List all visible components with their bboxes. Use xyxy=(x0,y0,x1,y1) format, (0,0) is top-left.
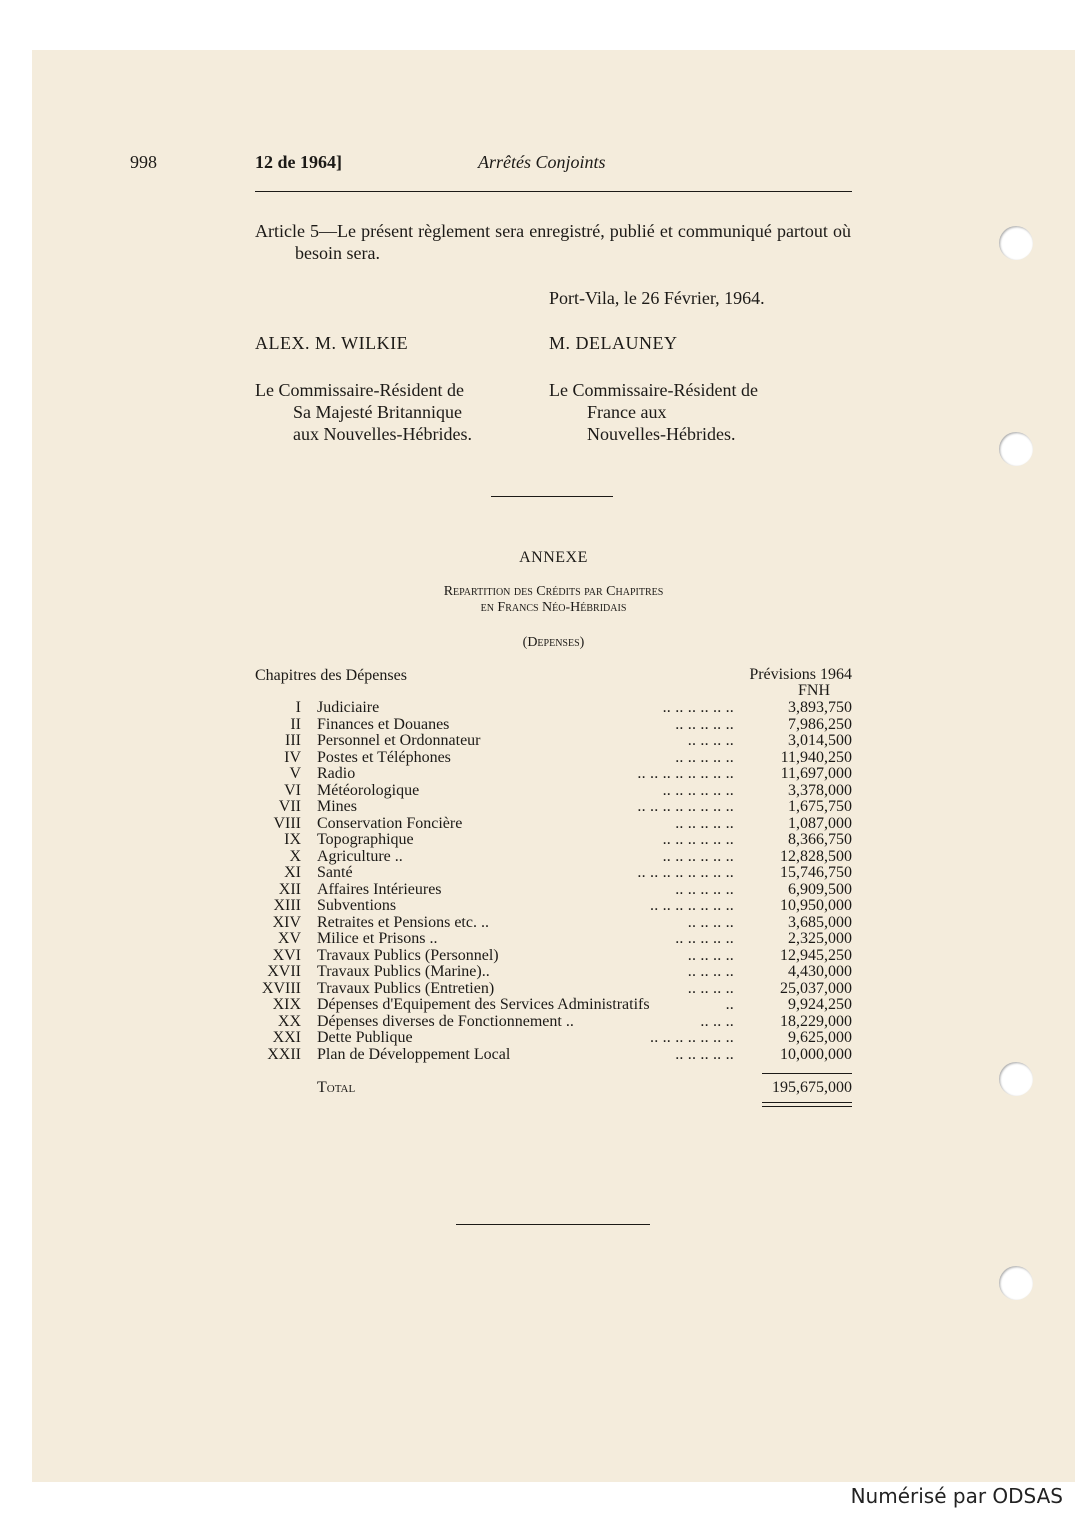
chapter-label: Affaires Intérieures xyxy=(317,880,442,898)
chapter-number: XIII xyxy=(273,897,301,914)
chapter-amount: 25,037,000 xyxy=(780,979,852,997)
total-rule-top xyxy=(762,1073,852,1074)
french-title-line2: France aux xyxy=(587,402,667,422)
chapter-amount: 12,945,250 xyxy=(780,946,852,964)
table-row xyxy=(255,981,852,998)
running-title: Arrêtés Conjoints xyxy=(478,152,606,172)
chapter-number: IX xyxy=(284,831,301,848)
leader-dots: .. .. .. .. .. .. .. xyxy=(650,897,734,914)
french-commissioner-title xyxy=(549,379,758,445)
chapter-amount: 9,625,000 xyxy=(788,1029,852,1046)
french-title-line1: Le Commissaire-Résident de xyxy=(549,380,758,400)
chapter-amount: 7,986,250 xyxy=(788,715,852,733)
table-row xyxy=(255,1030,852,1047)
table-row xyxy=(255,882,852,899)
british-commissioner-title xyxy=(255,379,472,445)
table-row xyxy=(255,997,852,1014)
annexe-subtitle-2: en Francs Néo-Hébridais xyxy=(480,600,627,615)
total-label: Total xyxy=(317,1079,356,1096)
total-rule-bottom xyxy=(762,1102,852,1107)
column-header-chapters: Chapitres des Dépenses xyxy=(255,667,407,684)
leader-dots: .. .. .. .. .. .. .. .. xyxy=(637,798,734,815)
expenditure-table xyxy=(255,700,852,1063)
chapter-label: Santé xyxy=(317,864,353,881)
british-commissioner-name: ALEX. M. WILKIE xyxy=(255,333,409,353)
binder-hole-4 xyxy=(999,1266,1033,1300)
total-amount: 195,675,000 xyxy=(772,1079,852,1096)
chapter-number: XVII xyxy=(267,963,301,980)
chapter-amount: 1,675,750 xyxy=(788,798,852,815)
table-row xyxy=(255,915,852,932)
chapter-number: XVIII xyxy=(261,979,301,997)
chapter-number: XXI xyxy=(272,1029,301,1046)
page-header xyxy=(130,152,852,178)
chapter-amount: 4,430,000 xyxy=(788,963,852,980)
binder-hole-1 xyxy=(999,226,1033,260)
chapter-amount: 10,950,000 xyxy=(780,897,852,914)
chapter-label: Dépenses diverses de Fonctionnement .. xyxy=(317,1012,574,1030)
column-header-forecast xyxy=(700,667,852,699)
table-row xyxy=(255,733,852,750)
table-row xyxy=(255,1014,852,1031)
chapter-label: Dépenses d'Equipement des Services Administratifs xyxy=(317,996,650,1013)
table-row xyxy=(255,717,852,734)
chapter-label: Conservation Foncière xyxy=(317,814,463,832)
leader-dots: .. .. .. .. .. .. .. xyxy=(650,1029,734,1046)
chapter-label: Plan de Développement Local xyxy=(317,1045,511,1063)
chapter-amount: 12,828,500 xyxy=(780,847,852,865)
chapter-number: XX xyxy=(277,1012,301,1030)
table-row xyxy=(255,849,852,866)
table-row xyxy=(255,865,852,882)
chapter-amount: 3,378,000 xyxy=(788,781,852,799)
table-row xyxy=(255,816,852,833)
annexe-subtitle-3: (Depenses) xyxy=(522,635,585,650)
column-header-unit: FNH xyxy=(797,682,830,699)
chapter-amount: 8,366,750 xyxy=(788,831,852,848)
leader-dots: .. .. .. .. xyxy=(687,946,734,964)
leader-dots: .. .. .. xyxy=(700,1012,734,1030)
leader-dots: .. .. .. .. .. .. .. .. xyxy=(637,765,734,782)
table-row xyxy=(255,1047,852,1064)
article-5-paragraph: Article 5—Le présent règlement sera enregistré, publié et communiqué partout où besoin sera. xyxy=(255,221,851,263)
leader-dots: .. .. .. .. .. .. xyxy=(662,847,734,865)
binder-hole-3 xyxy=(999,1062,1033,1096)
leader-dots: .. .. .. .. .. xyxy=(675,715,734,733)
column-header-forecast-label: Prévisions 1964 xyxy=(749,666,852,683)
chapter-number: XIX xyxy=(272,996,301,1013)
chapter-label: Mines xyxy=(317,798,357,815)
chapter-number: X xyxy=(289,847,301,865)
page-number: 998 xyxy=(130,152,157,172)
chapter-amount: 11,940,250 xyxy=(780,748,852,766)
chapter-amount: 1,087,000 xyxy=(788,814,852,832)
table-row xyxy=(255,964,852,981)
digitization-watermark: Numérisé par ODSAS xyxy=(850,1484,1063,1508)
leader-dots: .. .. .. .. .. .. xyxy=(662,699,734,716)
annexe-title: ANNEXE xyxy=(519,549,588,566)
closing-divider xyxy=(456,1224,650,1225)
table-row xyxy=(255,948,852,965)
leader-dots: .. .. .. .. xyxy=(687,913,734,931)
leader-dots: .. .. .. .. .. xyxy=(675,880,734,898)
leader-dots: .. .. .. .. .. xyxy=(675,748,734,766)
chapter-amount: 3,893,750 xyxy=(788,699,852,716)
chapter-number: I xyxy=(295,699,301,716)
leader-dots: .. .. .. .. .. xyxy=(675,814,734,832)
place-and-date: Port-Vila, le 26 Février, 1964. xyxy=(549,288,765,308)
chapter-label: Météorologique xyxy=(317,781,420,799)
chapter-amount: 11,697,000 xyxy=(780,765,852,782)
french-title-line3: Nouvelles-Hébrides. xyxy=(587,424,736,444)
chapter-number: VI xyxy=(284,781,301,799)
french-commissioner-name: M. DELAUNEY xyxy=(549,333,678,353)
table-row xyxy=(255,700,852,717)
chapter-amount: 6,909,500 xyxy=(788,880,852,898)
chapter-amount: 9,924,250 xyxy=(788,996,852,1013)
table-row xyxy=(255,750,852,767)
british-title-line3: aux Nouvelles-Hébrides. xyxy=(293,424,472,444)
leader-dots: .. .. .. .. .. .. xyxy=(662,781,734,799)
leader-dots: .. .. .. .. .. xyxy=(675,930,734,947)
chapter-number: VIII xyxy=(273,814,301,832)
chapter-label: Postes et Téléphones xyxy=(317,748,451,766)
section-divider xyxy=(491,496,613,497)
chapter-label: Judiciaire xyxy=(317,699,380,716)
chapter-label: Dette Publique xyxy=(317,1029,413,1046)
table-row xyxy=(255,766,852,783)
leader-dots: .. xyxy=(725,996,734,1013)
chapter-label: Travaux Publics (Entretien) xyxy=(317,979,495,997)
table-row xyxy=(255,931,852,948)
chapter-label: Agriculture .. xyxy=(317,847,403,865)
leader-dots: .. .. .. .. .. .. .. .. xyxy=(637,864,734,881)
chapter-label: Milice et Prisons .. xyxy=(317,930,438,947)
leader-dots: .. .. .. .. xyxy=(687,732,734,749)
annexe-subtitle-1: Repartition des Crédits par Chapitres xyxy=(443,584,664,599)
leader-dots: .. .. .. .. xyxy=(687,979,734,997)
chapter-number: VII xyxy=(278,798,301,815)
chapter-label: Personnel et Ordonnateur xyxy=(317,732,481,749)
chapter-amount: 10,000,000 xyxy=(780,1045,852,1063)
chapter-amount: 15,746,750 xyxy=(780,864,852,881)
chapter-amount: 18,229,000 xyxy=(780,1012,852,1030)
chapter-number: II xyxy=(290,715,301,733)
chapter-number: V xyxy=(289,765,301,782)
chapter-label: Retraites et Pensions etc. .. xyxy=(317,913,489,931)
chapter-number: XVI xyxy=(272,946,301,964)
british-title-line1: Le Commissaire-Résident de xyxy=(255,380,464,400)
leader-dots: .. .. .. .. .. .. xyxy=(662,831,734,848)
chapter-amount: 3,014,500 xyxy=(788,732,852,749)
table-row xyxy=(255,898,852,915)
table-row xyxy=(255,783,852,800)
chapter-amount: 2,325,000 xyxy=(788,930,852,947)
chapter-number: XV xyxy=(277,930,301,947)
table-row xyxy=(255,799,852,816)
chapter-label: Travaux Publics (Personnel) xyxy=(317,946,499,964)
chapter-number: XIV xyxy=(272,913,301,931)
leader-dots: .. .. .. .. .. xyxy=(675,1045,734,1063)
regulation-reference: 12 de 1964] xyxy=(255,152,342,172)
header-rule xyxy=(255,191,852,192)
table-row xyxy=(255,832,852,849)
chapter-number: III xyxy=(285,732,301,749)
chapter-number: XII xyxy=(278,880,301,898)
chapter-label: Radio xyxy=(317,765,356,782)
chapter-amount: 3,685,000 xyxy=(788,913,852,931)
total-row xyxy=(255,1079,852,1099)
chapter-label: Finances et Douanes xyxy=(317,715,450,733)
chapter-label: Topographique xyxy=(317,831,414,848)
chapter-number: XXII xyxy=(267,1045,301,1063)
british-title-line2: Sa Majesté Britannique xyxy=(293,402,462,422)
chapter-label: Travaux Publics (Marine).. xyxy=(317,963,490,980)
leader-dots: .. .. .. .. xyxy=(687,963,734,980)
chapter-number: IV xyxy=(284,748,301,766)
chapter-number: XI xyxy=(284,864,301,881)
chapter-label: Subventions xyxy=(317,897,397,914)
binder-hole-2 xyxy=(999,432,1033,466)
